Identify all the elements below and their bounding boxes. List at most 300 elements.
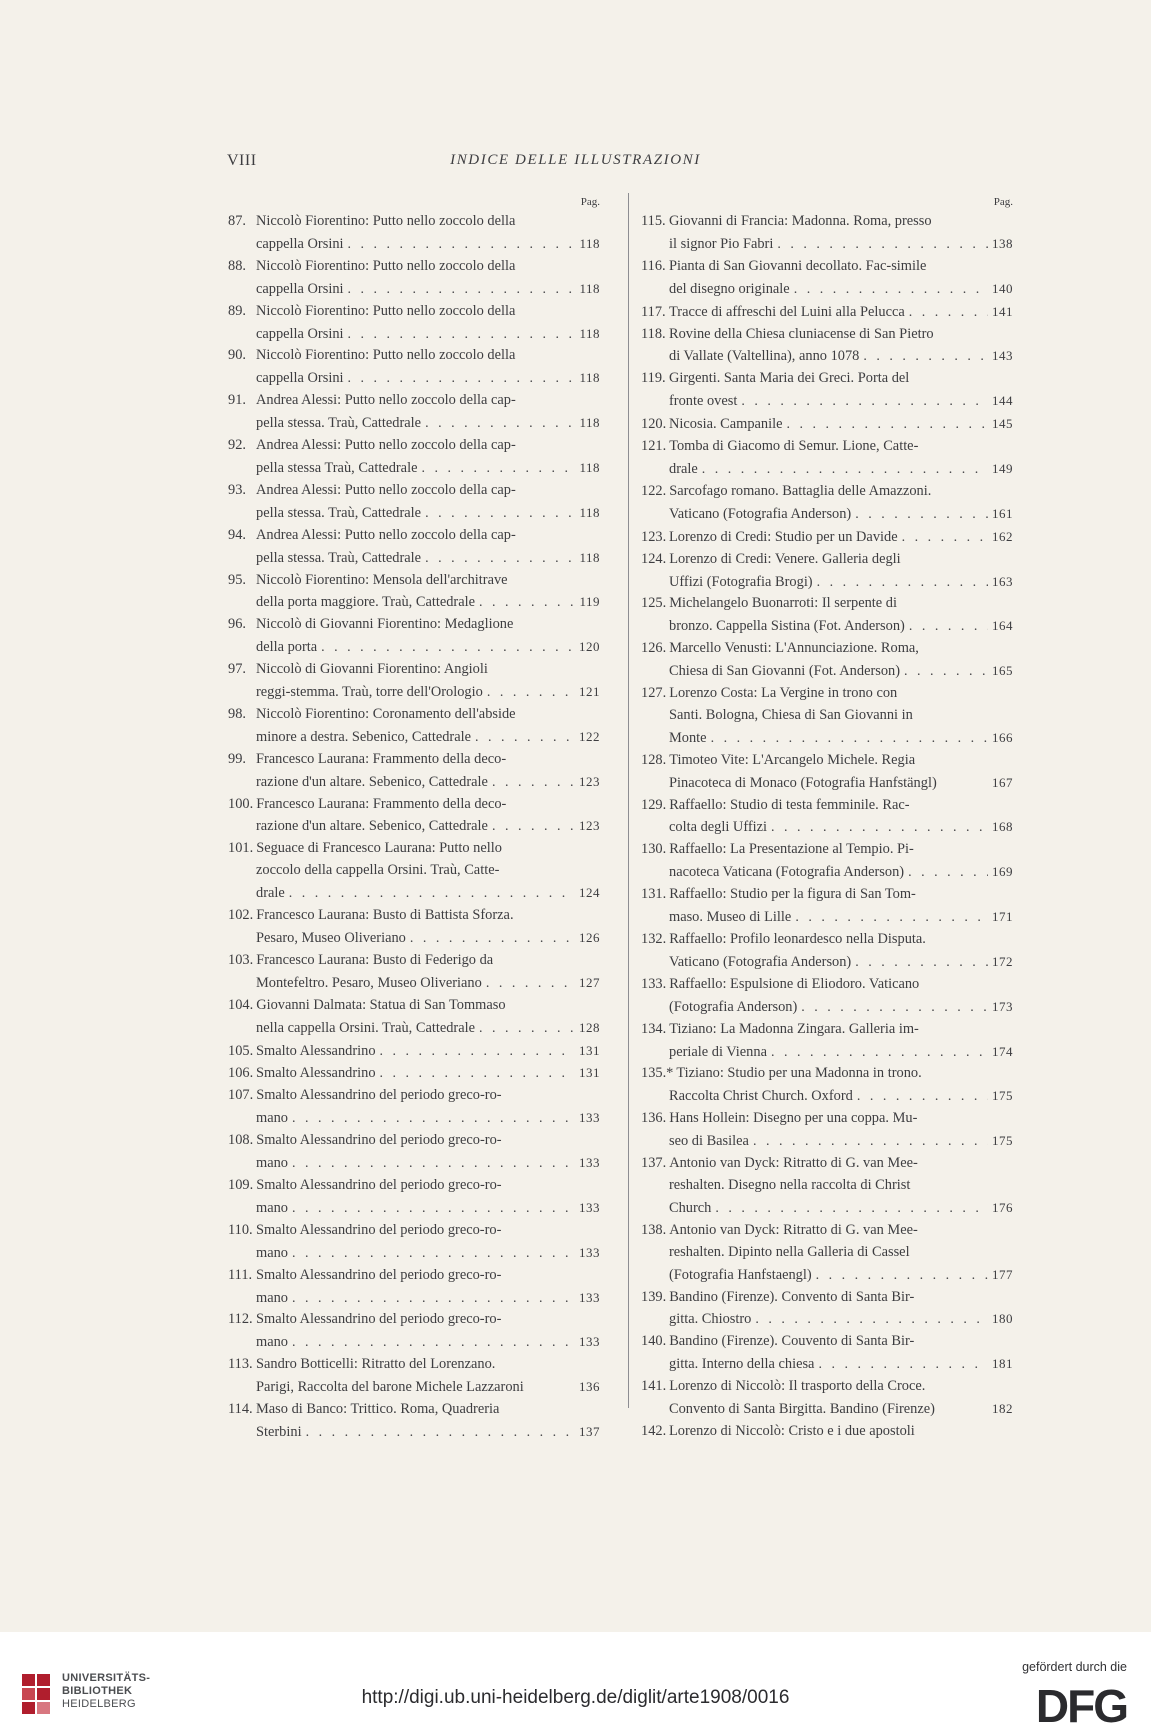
page-header — [0, 152, 1151, 182]
dot-leader — [771, 1042, 988, 1064]
entry-first-line — [228, 1265, 600, 1287]
entry-first-line — [641, 795, 1013, 817]
illustration-entry — [641, 413, 1013, 436]
entry-number: 122. — [641, 482, 667, 499]
entry-number: 103. — [228, 951, 254, 968]
entry-text: minore a destra. Sebenico, Cattedrale — [256, 728, 471, 745]
illustration-entry — [641, 929, 1013, 974]
entry-last-line — [228, 726, 600, 749]
entry-number: 135.* — [641, 1065, 674, 1082]
illustration-entry — [228, 1040, 600, 1063]
illustration-entry — [641, 256, 1013, 301]
entry-page-number: 173 — [992, 998, 1013, 1014]
entry-text: Niccolò Fiorentino: Putto nello zoccolo della — [256, 347, 516, 364]
entry-number: 130. — [641, 841, 667, 858]
dot-leader — [348, 234, 576, 256]
illustration-entry — [641, 481, 1013, 526]
entry-first-line — [641, 1331, 1013, 1353]
entry-number: 87. — [228, 213, 246, 229]
entry-first-line — [641, 593, 1013, 615]
entry-last-line — [228, 367, 600, 390]
dfg-logo-text: DFG — [1035, 1684, 1127, 1726]
illustration-entry — [228, 614, 600, 659]
illustration-entry — [641, 974, 1013, 1019]
illustration-entry — [228, 1175, 600, 1220]
dot-leader — [321, 637, 575, 659]
dot-leader — [292, 1243, 575, 1265]
entry-page-number: 124 — [579, 885, 600, 901]
entry-first-line — [641, 929, 1013, 951]
entry-page-number: 174 — [992, 1043, 1013, 1059]
entry-page-number: 177 — [992, 1266, 1013, 1282]
illustration-entry — [228, 1265, 600, 1310]
entry-page-number: 181 — [992, 1356, 1013, 1372]
entry-first-line — [641, 368, 1013, 390]
entry-last-line — [641, 1398, 1013, 1421]
entry-number: 131. — [641, 886, 667, 903]
entry-text: pella stessa. Traù, Cattedrale — [256, 415, 422, 432]
entry-text: Giovanni di Francia: Madonna. Roma, presso — [669, 213, 932, 229]
entry-text: Tracce di affreschi del Luini alla Pelucca — [669, 303, 905, 320]
entry-text: Sterbini — [256, 1423, 302, 1440]
dot-leader — [787, 414, 989, 436]
entry-number: 111. — [228, 1266, 253, 1283]
entry-text: Convento di Santa Birgitta. Bandino (Firenze) — [669, 1401, 935, 1418]
illustration-entry — [228, 256, 600, 301]
illustration-entry — [228, 525, 600, 570]
entry-text: periale di Vienna — [669, 1043, 767, 1060]
entry-text: Antonio van Dyck: Ritratto di G. van Mee- — [669, 1221, 918, 1238]
illustration-entry — [228, 435, 600, 480]
entry-number: 126. — [641, 640, 667, 657]
dot-leader — [909, 616, 988, 638]
column-divider — [628, 193, 629, 1408]
entry-page-number: 171 — [992, 909, 1013, 925]
dot-leader — [425, 548, 575, 570]
entry-text: Francesco Laurana: Busto di Battista Sforza. — [256, 907, 514, 924]
entry-page-number: 168 — [992, 819, 1013, 835]
entry-last-line — [228, 1107, 600, 1130]
entry-number: 141. — [641, 1378, 667, 1395]
dot-leader — [292, 1108, 575, 1130]
illustration-entry — [228, 704, 600, 749]
entry-text: Smalto Alessandrino del periodo greco-ro- — [256, 1221, 502, 1238]
entry-number: 105. — [228, 1042, 254, 1059]
entry-text: Parigi, Raccolta del barone Michele Lazzaroni — [256, 1379, 524, 1396]
dot-leader — [816, 1265, 988, 1287]
entry-text: Niccolò Fiorentino: Putto nello zoccolo della — [256, 302, 516, 319]
entry-page-number: 180 — [992, 1311, 1013, 1327]
entry-number: 125. — [641, 595, 667, 612]
dot-leader — [857, 1086, 988, 1108]
left-column — [228, 193, 600, 1444]
entry-number: 133. — [641, 975, 667, 992]
entry-text: Giovanni Dalmata: Statua di San Tommaso — [256, 996, 506, 1013]
illustration-entry — [641, 1108, 1013, 1153]
entry-page-number: 161 — [992, 505, 1013, 521]
entry-last-line — [641, 816, 1013, 839]
entry-text: (Fotografia Hanfstaengl) — [669, 1266, 812, 1283]
entry-last-line — [228, 1017, 600, 1040]
entry-last-line — [228, 636, 600, 659]
illustration-list-right — [641, 211, 1013, 1443]
illustration-entry — [228, 345, 600, 390]
dot-leader — [801, 997, 988, 1019]
entry-page-number: 166 — [992, 729, 1013, 745]
entry-number: 96. — [228, 616, 246, 633]
entry-continuation-line: Santi. Bologna, Chiesa di San Giovanni in — [669, 706, 913, 723]
entry-text: mano — [256, 1155, 288, 1172]
entry-first-line — [228, 905, 600, 927]
entry-page-number: 118 — [579, 235, 600, 251]
entry-page-number: 136 — [579, 1379, 600, 1395]
entry-page-number: 182 — [992, 1401, 1013, 1417]
entry-number: 127. — [641, 685, 667, 702]
entry-last-line — [641, 503, 1013, 526]
entry-page-number: 133 — [579, 1334, 600, 1350]
entry-last-line — [641, 1197, 1013, 1220]
entry-first-line — [641, 683, 1013, 705]
entry-number: 99. — [228, 750, 246, 767]
illustration-entry — [641, 1019, 1013, 1064]
entry-page-number: 118 — [579, 459, 600, 475]
footer-bar — [0, 1632, 1151, 1732]
entry-number: 114. — [228, 1401, 253, 1418]
entry-page-number: 122 — [579, 728, 600, 744]
entry-number: 129. — [641, 796, 667, 813]
entry-last-line — [641, 413, 1013, 436]
entry-first-line — [641, 1153, 1013, 1175]
entry-text: Smalto Alessandrino del periodo greco-ro- — [256, 1311, 502, 1328]
illustration-entry — [228, 794, 600, 839]
entry-page-number: 137 — [579, 1423, 600, 1439]
illustration-entry — [641, 549, 1013, 594]
illustration-entry — [228, 905, 600, 950]
entry-text: Bandino (Firenze). Convento di Santa Bir- — [669, 1288, 915, 1305]
entry-first-line — [641, 324, 1013, 346]
entry-text: Smalto Alessandrino — [256, 1065, 376, 1082]
entry-text: gitta. Interno della chiesa — [669, 1356, 815, 1373]
entry-last-line — [641, 390, 1013, 413]
entry-text: Raffaello: Studio per la figura di San Tom- — [669, 886, 916, 903]
entry-number: 89. — [228, 302, 246, 319]
entry-text: Girgenti. Santa Maria dei Greci. Porta del — [669, 370, 910, 387]
entry-page-number: 118 — [579, 504, 600, 520]
entry-text: cappella Orsini — [256, 280, 344, 297]
entry-continuation-line: reshalten. Dipinto nella Galleria di Cassel — [669, 1243, 910, 1260]
entry-text: Pianta di San Giovanni decollato. Fac-simile — [669, 257, 927, 274]
entry-text: fronte ovest — [669, 393, 738, 410]
illustration-entry — [641, 526, 1013, 549]
dot-leader — [292, 1153, 575, 1175]
entry-text: Niccolò di Giovanni Fiorentino: Medaglione — [256, 616, 514, 633]
entry-text: Lorenzo di Credi: Studio per un Davide — [669, 528, 898, 545]
dot-leader — [348, 324, 576, 346]
entry-text: Uffizi (Fotografia Brogi) — [669, 573, 813, 590]
entry-last-line — [641, 772, 1013, 795]
entry-text: Pesaro, Museo Oliveriano — [256, 930, 406, 946]
entry-page-number: 118 — [579, 370, 600, 386]
illustration-entry — [641, 1331, 1013, 1376]
dot-leader — [902, 527, 988, 549]
illustration-entry — [228, 211, 600, 256]
entry-page-number: 133 — [579, 1110, 600, 1126]
entry-text: nacoteca Vaticana (Fotografia Anderson) — [669, 864, 905, 881]
illustration-entry — [641, 1153, 1013, 1220]
entry-last-line — [641, 1085, 1013, 1108]
entry-first-line — [228, 301, 600, 323]
entry-text: mano — [256, 1199, 288, 1216]
entry-last-line — [641, 301, 1013, 324]
entry-text: colta degli Uffizi — [669, 819, 768, 836]
pag-label-left: Pag. — [580, 196, 600, 208]
entry-first-line — [228, 1085, 600, 1107]
entry-page-number: 118 — [579, 549, 600, 565]
entry-number: 142. — [641, 1422, 667, 1439]
entry-text: mano — [256, 1289, 288, 1306]
entry-number: 119. — [641, 370, 666, 387]
entry-first-line — [228, 1220, 600, 1242]
dot-leader — [492, 772, 575, 794]
dfg-logo-icon — [1015, 1684, 1127, 1726]
illustration-entry — [641, 1220, 1013, 1287]
entry-page-number: 169 — [992, 864, 1013, 880]
illustration-entry — [641, 436, 1013, 481]
illustration-entry — [228, 659, 600, 704]
entry-last-line — [228, 1242, 600, 1265]
entry-first-line — [641, 211, 1013, 233]
entry-number: 124. — [641, 550, 667, 567]
illustration-entry — [228, 838, 600, 905]
dot-leader — [908, 862, 988, 884]
entry-page-number: 128 — [579, 1019, 600, 1035]
entry-number: 110. — [228, 1221, 253, 1238]
dot-leader — [410, 928, 575, 950]
dot-leader — [292, 1288, 575, 1310]
entry-page-number: 131 — [579, 1042, 600, 1058]
entry-text: Smalto Alessandrino — [256, 1042, 376, 1059]
entry-text: Rovine della Chiesa cluniacense di San Pietro — [669, 325, 934, 342]
entry-number: 102. — [228, 907, 254, 924]
illustration-entry — [641, 324, 1013, 369]
entry-page-number: 119 — [579, 594, 600, 610]
entry-first-line — [641, 1108, 1013, 1130]
dot-leader — [306, 1422, 575, 1444]
entry-last-line — [641, 526, 1013, 549]
dot-leader — [817, 572, 988, 594]
entry-first-line — [228, 1130, 600, 1152]
entry-text: Niccolò Fiorentino: Coronamento dell'abside — [256, 705, 516, 722]
illustration-entry — [228, 1220, 600, 1265]
entry-first-line — [641, 750, 1013, 772]
entry-page-number: 141 — [992, 303, 1013, 319]
entry-page-number: 133 — [579, 1155, 600, 1171]
dot-leader — [855, 952, 988, 974]
entry-text: Lorenzo di Niccolò: Il trasporto della Croce. — [669, 1378, 926, 1395]
entry-number: 106. — [228, 1065, 254, 1082]
dot-leader — [794, 279, 988, 301]
entry-text: razione d'un altare. Sebenico, Cattedrale — [256, 773, 488, 790]
entry-number: 98. — [228, 705, 246, 722]
entry-page-number: 118 — [579, 280, 600, 296]
entry-first-line — [228, 794, 600, 816]
dot-leader — [904, 661, 988, 683]
entry-text: mano — [256, 1110, 288, 1127]
entry-text: Lorenzo Costa: La Vergine in trono con — [669, 685, 898, 702]
entry-text: Tiziano: La Madonna Zingara. Galleria im- — [669, 1020, 919, 1037]
entry-text: Montefeltro. Pesaro, Museo Oliveriano — [256, 974, 482, 991]
entry-number: 112. — [228, 1311, 253, 1328]
illustration-entry — [228, 480, 600, 525]
entry-last-line — [228, 1062, 600, 1085]
dot-leader — [777, 234, 988, 256]
dot-leader — [486, 973, 575, 995]
entry-number: 136. — [641, 1110, 667, 1127]
entry-first-line — [641, 884, 1013, 906]
illustration-entry — [228, 570, 600, 615]
entry-text: pella stessa. Traù, Cattedrale — [256, 504, 422, 521]
entry-first-line — [228, 435, 600, 457]
entry-text: bronzo. Cappella Sistina (Fot. Anderson) — [669, 618, 905, 635]
dot-leader — [475, 727, 575, 749]
illustration-list-left — [228, 211, 600, 1444]
entry-number: 109. — [228, 1176, 254, 1193]
dot-leader — [380, 1063, 575, 1085]
entry-text: Raffaello: Profilo leonardesco nella Disputa. — [669, 931, 926, 947]
dot-leader — [425, 503, 575, 525]
entry-last-line — [228, 1376, 600, 1399]
entry-text: Monte — [669, 729, 707, 746]
illustration-entry — [641, 1287, 1013, 1332]
entry-number: 88. — [228, 257, 246, 274]
entry-page-number: 172 — [992, 953, 1013, 969]
entry-text: drale — [669, 460, 698, 477]
entry-text: Francesco Laurana: Busto di Federigo da — [256, 951, 494, 968]
dot-leader — [741, 391, 988, 413]
entry-text: Raffaello: Studio di testa femminile. Rac- — [669, 796, 910, 813]
entry-first-line — [228, 614, 600, 636]
entry-last-line — [228, 1152, 600, 1175]
dot-leader — [289, 883, 575, 905]
entry-page-number: 149 — [992, 460, 1013, 476]
permalink-url[interactable]: http://digi.ub.uni-heidelberg.de/diglit/arte1908/0016 — [361, 1687, 790, 1708]
entry-text: Pinacoteca di Monaco (Fotografia Hanfstängl) — [669, 774, 937, 791]
entry-number: 118. — [641, 325, 666, 342]
entry-number: 108. — [228, 1132, 254, 1149]
entry-text: Andrea Alessi: Putto nello zoccolo della cap- — [256, 481, 516, 498]
entry-last-line — [641, 1041, 1013, 1064]
funding-caption: gefördert durch die — [1022, 1660, 1127, 1674]
entry-page-number: 163 — [992, 573, 1013, 589]
entry-number: 95. — [228, 571, 246, 588]
entry-number: 117. — [641, 303, 666, 320]
entry-first-line — [228, 950, 600, 972]
illustration-entry — [641, 1421, 1013, 1443]
entry-text: Bandino (Firenze). Couvento di Santa Bir- — [669, 1333, 915, 1350]
entry-text: Smalto Alessandrino del periodo greco-ro- — [256, 1266, 502, 1283]
entry-last-line — [228, 591, 600, 614]
entry-number: 100. — [228, 795, 254, 812]
entry-text: Antonio van Dyck: Ritratto di G. van Mee- — [669, 1155, 918, 1172]
entry-last-line — [641, 615, 1013, 638]
entry-text: Tomba di Giacomo di Semur. Lione, Catte- — [669, 438, 919, 455]
dot-leader — [348, 368, 576, 390]
entry-first-line — [641, 839, 1013, 861]
entry-first-line — [641, 1220, 1013, 1242]
pag-label-right: Pag. — [993, 196, 1013, 208]
entry-last-line — [641, 1421, 1013, 1443]
entry-text: cappella Orsini — [256, 325, 344, 342]
entry-text: Sandro Botticelli: Ritratto del Lorenzano. — [256, 1356, 496, 1373]
illustration-entry — [228, 1399, 600, 1444]
dfg-funding-block — [967, 1660, 1127, 1728]
entry-first-line — [228, 995, 600, 1017]
entry-number: 132. — [641, 931, 667, 947]
illustration-entry — [228, 1309, 600, 1354]
entry-text: nella cappella Orsini. Traù, Cattedrale — [256, 1019, 475, 1036]
entry-continuation-line: reshalten. Disegno nella raccolta di Christ — [669, 1176, 911, 1193]
entry-first-line — [228, 525, 600, 547]
entry-text: Lorenzo di Niccolò: Cristo e i due apostoli — [669, 1422, 915, 1439]
entry-last-line — [228, 457, 600, 480]
entry-last-line — [228, 502, 600, 525]
entry-number: 94. — [228, 526, 246, 543]
illustration-entry — [641, 1063, 1013, 1108]
illustration-entry — [641, 839, 1013, 884]
entry-last-line — [641, 660, 1013, 683]
entry-number: 137. — [641, 1155, 667, 1172]
entry-text: Raccolta Christ Church. Oxford — [669, 1088, 853, 1105]
entry-first-line — [641, 1063, 1013, 1085]
entry-last-line — [228, 1287, 600, 1310]
dot-leader — [421, 458, 575, 480]
entry-text: Niccolò Fiorentino: Mensola dell'architrave — [256, 571, 508, 588]
illustration-entry — [641, 301, 1013, 324]
entry-text: Chiesa di San Giovanni (Fot. Anderson) — [669, 663, 901, 680]
entry-text: Andrea Alessi: Putto nello zoccolo della cap- — [256, 437, 516, 454]
entry-first-line — [228, 256, 600, 278]
illustration-entry — [641, 593, 1013, 638]
illustration-entry — [228, 1085, 600, 1130]
entry-page-number: 140 — [992, 280, 1013, 296]
entry-last-line — [228, 771, 600, 794]
entry-last-line — [641, 571, 1013, 594]
entry-page-number: 126 — [579, 930, 600, 945]
entry-text: Niccolò Fiorentino: Putto nello zoccolo della — [256, 213, 516, 229]
entry-last-line — [228, 1040, 600, 1063]
entry-last-line — [228, 1331, 600, 1354]
entry-page-number: 133 — [579, 1244, 600, 1260]
entry-text: Tiziano: Studio per una Madonna in trono. — [676, 1065, 922, 1082]
dot-leader — [479, 592, 575, 614]
right-column — [641, 193, 1013, 1443]
entry-page-number: 164 — [992, 618, 1013, 634]
entry-page-number: 145 — [992, 416, 1013, 432]
ub-line-3: HEIDELBERG — [62, 1698, 136, 1710]
entry-last-line — [228, 233, 600, 256]
entry-last-line — [228, 815, 600, 838]
entry-text: il signor Pio Fabri — [669, 235, 774, 252]
entry-text: Michelangelo Buonarroti: Il serpente di — [669, 595, 897, 612]
entry-number: 104. — [228, 996, 254, 1013]
entry-number: 115. — [641, 213, 666, 229]
entry-first-line — [228, 480, 600, 502]
entry-number: 107. — [228, 1087, 254, 1104]
entry-number: 121. — [641, 438, 667, 455]
entry-text: Smalto Alessandrino del periodo greco-ro- — [256, 1132, 502, 1149]
entry-last-line — [228, 323, 600, 346]
entry-page-number: 175 — [992, 1088, 1013, 1104]
